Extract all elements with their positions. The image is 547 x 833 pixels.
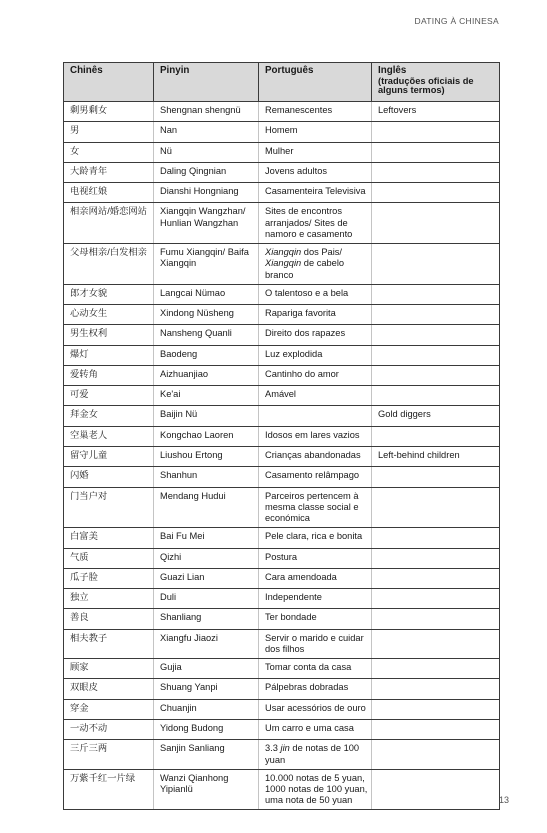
cell-portuguese-text: dos Pais/	[301, 247, 343, 258]
cell-chinese: 一动不动	[64, 720, 154, 740]
cell-portuguese-italic: Xiangqin	[265, 247, 302, 258]
cell-english	[372, 386, 500, 406]
cell-pinyin: Kongchao Laoren	[154, 426, 259, 446]
column-header-english	[372, 63, 500, 102]
cell-pinyin: Chuanjin	[154, 699, 259, 719]
table-row	[64, 447, 500, 467]
cell-pinyin: Daling Qingnian	[154, 162, 259, 182]
table-row	[64, 467, 500, 487]
table-row	[64, 426, 500, 446]
cell-english	[372, 142, 500, 162]
table-row	[64, 122, 500, 142]
cell-chinese: 白富美	[64, 528, 154, 548]
table-row	[64, 769, 500, 810]
cell-portuguese: Tomar conta da casa	[259, 659, 372, 679]
table-row	[64, 284, 500, 304]
table-row	[64, 386, 500, 406]
cell-english: Left-behind children	[372, 447, 500, 467]
cell-pinyin: Sanjin Sanliang	[154, 740, 259, 769]
cell-english	[372, 659, 500, 679]
cell-chinese: 父母相亲/白发相亲	[64, 244, 154, 285]
cell-pinyin: Mendang Hudui	[154, 487, 259, 528]
cell-english	[372, 426, 500, 446]
table-row	[64, 659, 500, 679]
table-row	[64, 142, 500, 162]
column-header-english-title: Inglês	[378, 65, 407, 76]
cell-portuguese	[259, 406, 372, 426]
cell-english	[372, 244, 500, 285]
cell-pinyin: Shanhun	[154, 467, 259, 487]
table-row	[64, 629, 500, 658]
table-row	[64, 548, 500, 568]
cell-english	[372, 720, 500, 740]
cell-english	[372, 629, 500, 658]
glossary-table	[63, 62, 500, 810]
cell-portuguese: Pele clara, rica e bonita	[259, 528, 372, 548]
cell-chinese: 留守儿童	[64, 447, 154, 467]
table-body	[64, 102, 500, 810]
cell-english	[372, 365, 500, 385]
cell-portuguese: Cantinho do amor	[259, 365, 372, 385]
cell-chinese: 爱转角	[64, 365, 154, 385]
cell-portuguese: Mulher	[259, 142, 372, 162]
cell-portuguese: Cara amendoada	[259, 568, 372, 588]
table-row	[64, 528, 500, 548]
cell-english	[372, 568, 500, 588]
cell-english	[372, 183, 500, 203]
cell-portuguese: Usar acessórios de ouro	[259, 699, 372, 719]
cell-chinese: 万紫千红一片绿	[64, 769, 154, 810]
table-row	[64, 365, 500, 385]
cell-portuguese: Casamento relâmpago	[259, 467, 372, 487]
cell-pinyin: Shengnan shengnü	[154, 102, 259, 122]
cell-english	[372, 769, 500, 810]
table-row	[64, 345, 500, 365]
cell-pinyin: Langcai Nümao	[154, 284, 259, 304]
cell-pinyin: Dianshi Hongniang	[154, 183, 259, 203]
table-row	[64, 325, 500, 345]
cell-pinyin: Shanliang	[154, 609, 259, 629]
column-header-portuguese: Português	[259, 63, 372, 102]
cell-pinyin: Guazi Lian	[154, 568, 259, 588]
cell-portuguese: Direito dos rapazes	[259, 325, 372, 345]
cell-pinyin: Nü	[154, 142, 259, 162]
cell-pinyin: Xindong Nüsheng	[154, 305, 259, 325]
table-row	[64, 720, 500, 740]
cell-pinyin: Duli	[154, 589, 259, 609]
cell-portuguese: Crianças abandonadas	[259, 447, 372, 467]
cell-portuguese: Casamenteira Televisiva	[259, 183, 372, 203]
table-row	[64, 406, 500, 426]
cell-chinese: 善良	[64, 609, 154, 629]
table-row	[64, 740, 500, 769]
table-row	[64, 568, 500, 588]
cell-portuguese: Jovens adultos	[259, 162, 372, 182]
cell-pinyin: Baijin Nü	[154, 406, 259, 426]
cell-portuguese: Luz explodida	[259, 345, 372, 365]
cell-english	[372, 548, 500, 568]
cell-chinese: 男生权利	[64, 325, 154, 345]
cell-portuguese: Homem	[259, 122, 372, 142]
table-row	[64, 305, 500, 325]
cell-pinyin: Xiangfu Jiaozi	[154, 629, 259, 658]
cell-portuguese-text: de notas de 100 yuan	[265, 743, 360, 765]
cell-chinese: 三斤三两	[64, 740, 154, 769]
table-row	[64, 487, 500, 528]
cell-portuguese: Remanescentes	[259, 102, 372, 122]
cell-pinyin: Liushou Ertong	[154, 447, 259, 467]
cell-chinese: 独立	[64, 589, 154, 609]
cell-chinese: 双眼皮	[64, 679, 154, 699]
cell-portuguese-text: 3.3	[265, 743, 281, 754]
column-header-pinyin: Pinyin	[154, 63, 259, 102]
cell-chinese: 相亲网站/婚恋网站	[64, 203, 154, 244]
cell-chinese: 心动女生	[64, 305, 154, 325]
cell-english	[372, 284, 500, 304]
table-row	[64, 609, 500, 629]
cell-english	[372, 345, 500, 365]
cell-portuguese-italic: jin	[280, 743, 290, 754]
cell-pinyin: Shuang Yanpi	[154, 679, 259, 699]
cell-english	[372, 162, 500, 182]
cell-chinese: 女	[64, 142, 154, 162]
cell-english	[372, 740, 500, 769]
cell-portuguese: Amável	[259, 386, 372, 406]
cell-english: Gold diggers	[372, 406, 500, 426]
cell-english	[372, 325, 500, 345]
cell-pinyin: Bai Fu Mei	[154, 528, 259, 548]
cell-pinyin: Gujia	[154, 659, 259, 679]
cell-portuguese-italic: Xiangqin	[265, 258, 302, 269]
cell-portuguese: Pálpebras dobradas	[259, 679, 372, 699]
cell-pinyin: Nan	[154, 122, 259, 142]
column-header-english-note: (traduções oficiais de alguns termos)	[378, 75, 474, 96]
cell-chinese: 可爱	[64, 386, 154, 406]
cell-chinese: 空巢老人	[64, 426, 154, 446]
cell-chinese: 门当户对	[64, 487, 154, 528]
cell-english	[372, 467, 500, 487]
cell-chinese: 顾家	[64, 659, 154, 679]
cell-portuguese: O talentoso e a bela	[259, 284, 372, 304]
cell-portuguese: Postura	[259, 548, 372, 568]
table-row	[64, 183, 500, 203]
cell-portuguese: Um carro e uma casa	[259, 720, 372, 740]
cell-english	[372, 203, 500, 244]
table-row	[64, 679, 500, 699]
cell-pinyin: Xiangqin Wangzhan/ Hunlian Wangzhan	[154, 203, 259, 244]
cell-english	[372, 528, 500, 548]
cell-portuguese: Servir o marido e cuidar dos filhos	[259, 629, 372, 658]
cell-portuguese: Parceiros pertencem à mesma classe social e económica	[259, 487, 372, 528]
cell-portuguese	[259, 740, 372, 769]
cell-pinyin: Wanzi Qianhong Yipianlü	[154, 769, 259, 810]
cell-portuguese	[259, 244, 372, 285]
cell-english	[372, 679, 500, 699]
cell-portuguese: Idosos em lares vazios	[259, 426, 372, 446]
table-row	[64, 699, 500, 719]
cell-pinyin: Ke'ai	[154, 386, 259, 406]
table-row	[64, 162, 500, 182]
cell-english	[372, 589, 500, 609]
cell-pinyin: Nansheng Quanli	[154, 325, 259, 345]
cell-pinyin: Fumu Xiangqin/ Baifa Xiangqin	[154, 244, 259, 285]
cell-portuguese-text: de cabelo branco	[265, 258, 345, 280]
table-header	[64, 63, 500, 102]
table-row	[64, 102, 500, 122]
cell-chinese: 穿金	[64, 699, 154, 719]
column-header-chinese: Chinês	[64, 63, 154, 102]
cell-chinese: 拜金女	[64, 406, 154, 426]
cell-chinese: 爆灯	[64, 345, 154, 365]
cell-english	[372, 699, 500, 719]
table-row	[64, 589, 500, 609]
cell-portuguese: Sites de encontros arranjados/ Sites de namoro e casamento	[259, 203, 372, 244]
cell-english: Leftovers	[372, 102, 500, 122]
running-header: DATING À CHINESA	[414, 16, 499, 26]
cell-pinyin: Yidong Budong	[154, 720, 259, 740]
cell-portuguese: Rapariga favorita	[259, 305, 372, 325]
cell-english	[372, 487, 500, 528]
cell-portuguese: 10.000 notas de 5 yuan, 1000 notas de 100 yuan, uma nota de 50 yuan	[259, 769, 372, 810]
cell-english	[372, 122, 500, 142]
cell-pinyin: Qizhi	[154, 548, 259, 568]
cell-portuguese: Independente	[259, 589, 372, 609]
cell-portuguese: Ter bondade	[259, 609, 372, 629]
cell-english	[372, 609, 500, 629]
page-number: 13	[498, 795, 509, 805]
cell-english	[372, 305, 500, 325]
cell-chinese: 闪婚	[64, 467, 154, 487]
cell-chinese: 电视红娘	[64, 183, 154, 203]
cell-pinyin: Baodeng	[154, 345, 259, 365]
table-row	[64, 244, 500, 285]
cell-chinese: 大龄青年	[64, 162, 154, 182]
cell-chinese: 剩男剩女	[64, 102, 154, 122]
cell-chinese: 瓜子脸	[64, 568, 154, 588]
cell-chinese: 相夫教子	[64, 629, 154, 658]
cell-chinese: 男	[64, 122, 154, 142]
cell-chinese: 气质	[64, 548, 154, 568]
cell-pinyin: Aizhuanjiao	[154, 365, 259, 385]
cell-chinese: 郎才女貌	[64, 284, 154, 304]
header-row	[64, 63, 500, 102]
table-row	[64, 203, 500, 244]
